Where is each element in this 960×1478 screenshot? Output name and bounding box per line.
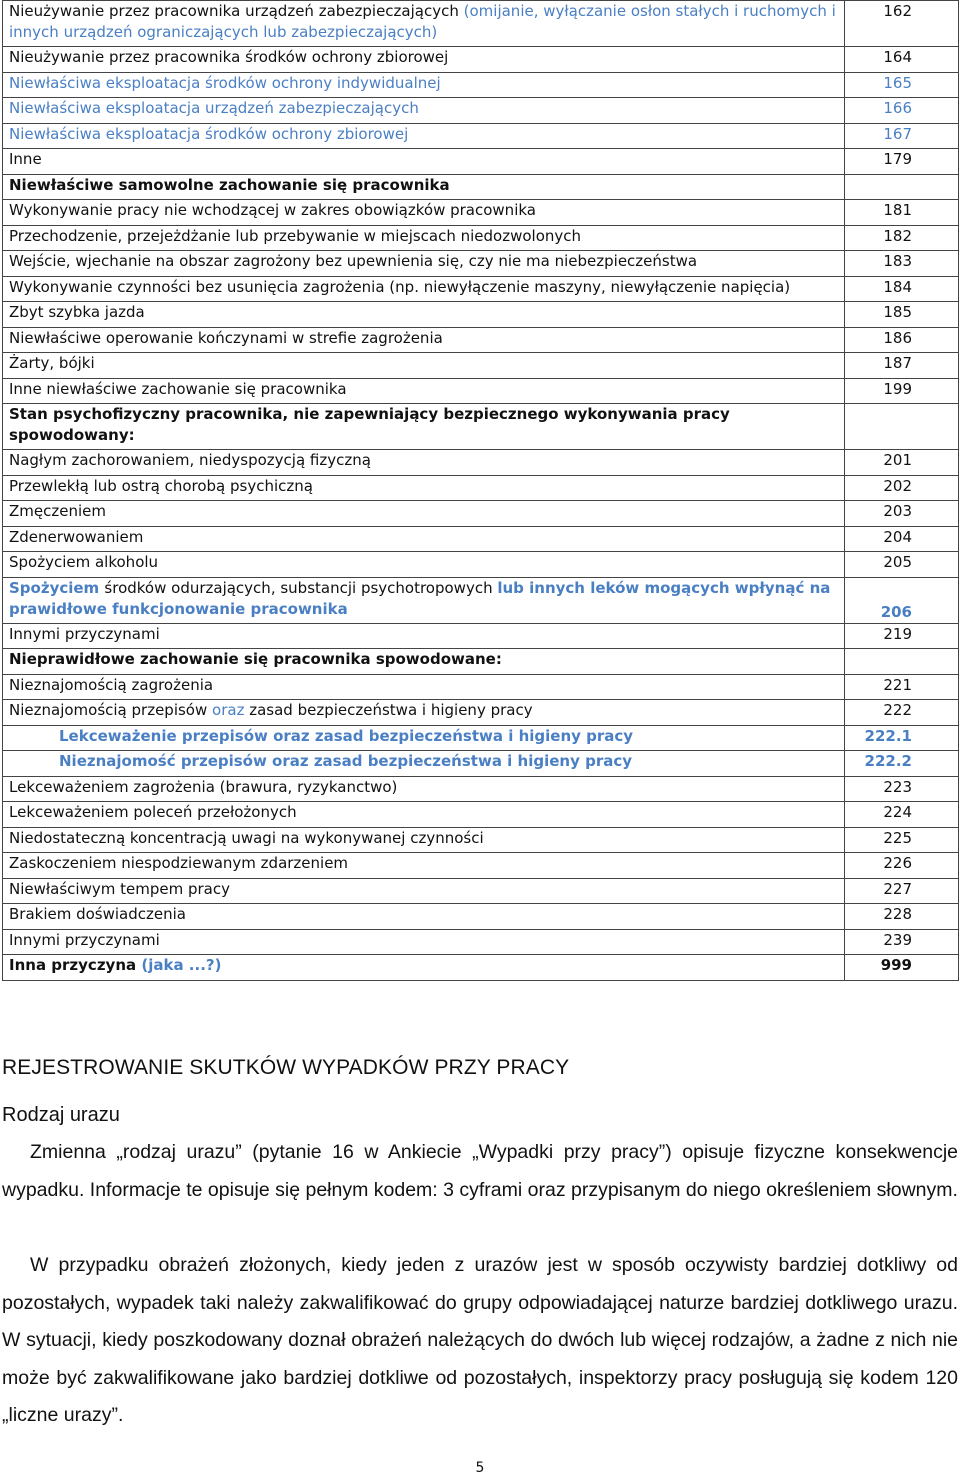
table-row [3,577,959,623]
cause-description [3,123,845,149]
cause-code-value: 999 [880,956,912,974]
table-row [3,378,959,404]
cause-text-segment: Nieznajomością przepisów [9,701,213,719]
cause-text-segment: Innymi przyczynami [9,930,160,949]
cause-description [3,526,845,552]
cause-description [3,802,845,828]
cause-text-segment: Niewłaściwe operowanie kończynami w strefie zagrożenia [9,328,443,347]
cause-description [3,700,845,726]
paragraph-1: Zmienna „rodzaj urazu” (pytanie 16 w Ankiecie „Wypadki przy pracy”) opisuje fizyczne konsekwencje wypadku. Informacje te opisuje się pełnym kodem: 3 cyframi oraz przypisanym do niego określeniem słownym. [2,1141,958,1201]
cause-text-segment: (jaka ...?) [141,956,222,974]
cause-code [845,98,959,124]
cause-description [3,225,845,251]
cause-text-segment: Przewlekłą lub ostrą chorobą psychiczną [9,476,313,495]
table-row [3,149,959,175]
cause-code-value: 222.2 [864,752,912,770]
cause-description [3,378,845,404]
cause-description [3,955,845,981]
cause-text-segment: Innymi przyczynami [9,624,160,643]
cause-description [3,327,845,353]
table-row [3,929,959,955]
cause-code [845,225,959,251]
table-row [3,450,959,476]
table-row [3,200,959,226]
cause-code [845,904,959,930]
table-row [3,404,959,450]
cause-description [3,649,845,675]
table-row [3,1,959,47]
cause-code [845,674,959,700]
cause-code [845,475,959,501]
cause-code [845,302,959,328]
cause-code-value: 166 [883,99,912,117]
cause-code-value: 223 [883,777,912,796]
cause-text-segment: Zmęczeniem [9,502,106,520]
cause-description [3,404,845,450]
cause-description [3,174,845,200]
cause-description [3,853,845,879]
cause-code [845,853,959,879]
table-row [3,225,959,251]
cause-text-segment: Nieużywanie przez pracownika środków ochrony zbiorowej [9,48,449,66]
cause-code-value: 182 [883,226,912,245]
cause-text-segment: Nagłym zachorowaniem, niedyspozycją fizyczną [9,451,371,469]
cause-description [3,904,845,930]
cause-code [845,251,959,277]
table-row [3,552,959,578]
table-row [3,725,959,751]
cause-code-value: 199 [883,379,912,398]
cause-code-value: 228 [883,905,912,923]
paragraph-2: W przypadku obrażeń złożonych, kiedy jeden z urazów jest w sposób oczywisty bardziej dotkliwy od pozostałych, wypadek taki należy zakwalifikować do grupy odpowiadającej naturze bardziej dotkliwego urazu. W sytuacji, kiedy poszkodowany doznał obrażeń należących do dwóch lub więcej rodzajów, a żadne z nich nie może być zakwalifikowane jako bardziej dotkliwe od pozostałych, inspektorzy pracy posługują się kodem 120 „liczne urazy”. [2,1254,958,1427]
cause-description [3,149,845,175]
table-row [3,501,959,527]
cause-code [845,802,959,828]
cause-code [845,776,959,802]
table-row [3,623,959,649]
cause-text-segment: Brakiem doświadczenia [9,905,186,923]
cause-code-value: 164 [883,48,912,66]
cause-text-segment: Inna przyczyna [9,956,142,974]
cause-code-value: 185 [883,303,912,321]
cause-description [3,878,845,904]
cause-text-segment: Niewłaściwa eksploatacja środków ochrony indywidualnej [9,73,441,92]
cause-text-segment: Inne niewłaściwe zachowanie się pracownika [9,379,347,398]
cause-code-value: 162 [883,2,912,20]
cause-code-value: 206 [880,602,912,621]
cause-code [845,72,959,98]
table-row [3,700,959,726]
cause-description [3,475,845,501]
table-row [3,827,959,853]
cause-code [845,878,959,904]
cause-description [3,72,845,98]
table-row [3,251,959,277]
cause-code [845,123,959,149]
cause-description [3,353,845,379]
cause-code [845,955,959,981]
table-row [3,878,959,904]
cause-code-value: 225 [883,828,912,847]
cause-text-segment: Wykonywanie pracy nie wchodzącej w zakres obowiązków pracownika [9,201,536,219]
cause-code-value: 167 [883,124,912,143]
table-row [3,802,959,828]
cause-code-value: 186 [883,328,912,347]
cause-code [845,649,959,675]
table-row [3,751,959,777]
cause-code [845,327,959,353]
cause-description [3,674,845,700]
cause-description [3,276,845,302]
cause-code-value: 239 [883,930,912,949]
table-row [3,475,959,501]
cause-description [3,47,845,73]
table-row [3,302,959,328]
cause-text-segment: Zdenerwowaniem [9,527,144,546]
table-row [3,327,959,353]
cause-code [845,450,959,476]
cause-description [3,1,845,47]
table-row [3,353,959,379]
table-row [3,72,959,98]
cause-code-value: 165 [883,73,912,92]
cause-code-value: 226 [883,854,912,872]
cause-description [3,450,845,476]
cause-text-segment: oraz [212,701,245,719]
cause-code-value: 221 [883,675,912,694]
cause-code [845,276,959,302]
cause-text-segment: Nieprawidłowe zachowanie się pracownika spowodowane: [9,650,502,668]
cause-text-segment: Nieznajomość przepisów oraz zasad bezpieczeństwa i higieny pracy [59,752,633,770]
cause-code [845,700,959,726]
cause-code [845,577,959,623]
cause-text-segment: Niewłaściwa eksploatacja urządzeń zabezpieczających [9,99,419,117]
cause-code [845,552,959,578]
cause-text-segment: Lekceważenie przepisów oraz zasad bezpieczeństwa i higieny pracy [59,726,634,745]
table-row [3,776,959,802]
table-row [3,123,959,149]
cause-text-segment: Niedostateczną koncentracją uwagi na wykonywanej czynności [9,828,484,847]
cause-text-segment: zasad bezpieczeństwa i higieny pracy [244,701,533,719]
cause-code [845,623,959,649]
cause-text-segment: lub innych leków mogących wpłynąć na prawidłowe funkcjonowanie pracownika [9,578,831,618]
cause-text-segment: Niewłaściwa eksploatacja środków ochrony zbiorowej [9,124,409,143]
cause-text-segment: Inne [9,150,42,168]
cause-text-segment: Niewłaściwym tempem pracy [9,879,230,898]
cause-code-value: 184 [883,277,912,296]
cause-description [3,200,845,226]
cause-description [3,577,845,623]
table-row [3,853,959,879]
cause-code-value: 204 [883,527,912,546]
cause-code-value: 222.1 [864,726,912,745]
cause-code-value: 222 [883,701,912,719]
cause-text-segment: Stan psychofizyczny pracownika, nie zapewniający bezpiecznego wykonywania pracy spowodowany: [9,405,730,444]
cause-code [845,725,959,751]
cause-description [3,725,845,751]
cause-code [845,47,959,73]
page-number: 5 [475,1460,485,1476]
cause-description [3,776,845,802]
cause-code-table [2,0,959,981]
cause-code-value: 187 [883,354,912,372]
cause-description [3,251,845,277]
subsection-title: Rodzaj urazu [2,1104,120,1126]
cause-code [845,404,959,450]
cause-description [3,552,845,578]
cause-code-value: 201 [883,451,912,469]
cause-description [3,751,845,777]
table-row [3,649,959,675]
cause-code [845,501,959,527]
cause-description [3,827,845,853]
cause-text-segment: (omijanie, wyłączanie osłon stałych i ruchomych i innych urządzeń ograniczających lub zabezpieczających) [9,2,836,41]
cause-code-value: 203 [883,502,912,520]
cause-text-segment: Spożyciem [9,578,105,597]
table-row [3,276,959,302]
section-title: REJESTROWANIE SKUTKÓW WYPADKÓW PRZY PRACY [2,1056,570,1079]
cause-code [845,929,959,955]
cause-code [845,526,959,552]
cause-text-segment: Nieużywanie przez pracownika urządzeń zabezpieczających [9,2,464,20]
cause-description [3,302,845,328]
cause-code-value: 179 [883,150,912,168]
cause-text-segment: Wejście, wjechanie na obszar zagrożony bez upewnienia się, czy nie ma niebezpieczeństwa [9,252,698,270]
cause-code-value: 205 [883,553,912,571]
cause-text-segment: Spożyciem alkoholu [9,553,159,571]
cause-code-value: 181 [883,201,912,219]
cause-code [845,751,959,777]
cause-code [845,200,959,226]
cause-code-value: 202 [883,476,912,495]
cause-text-segment: Przechodzenie, przejeżdżanie lub przebywanie w miejscach niedozwolonych [9,226,582,245]
table-row [3,98,959,124]
table-row [3,174,959,200]
cause-code [845,174,959,200]
table-row [3,526,959,552]
cause-text-segment: Zaskoczeniem niespodziewanym zdarzeniem [9,854,349,872]
cause-text-segment: Lekceważeniem poleceń przełożonych [9,803,297,821]
cause-code-value: 224 [883,803,912,821]
cause-text-segment: Żarty, bójki [9,354,95,372]
cause-code-value: 219 [883,624,912,643]
cause-code-value: 183 [883,252,912,270]
table-row [3,904,959,930]
table-row [3,47,959,73]
cause-code [845,353,959,379]
cause-description [3,623,845,649]
cause-code [845,827,959,853]
cause-text-segment: Zbyt szybka jazda [9,303,145,321]
cause-code [845,378,959,404]
cause-code-value: 227 [883,879,912,898]
cause-text-segment: Niewłaściwe samowolne zachowanie się pracownika [9,175,450,194]
cause-text-segment: Lekceważeniem zagrożenia (brawura, ryzykanctwo) [9,777,398,796]
table-row [3,674,959,700]
cause-description [3,929,845,955]
cause-description [3,98,845,124]
cause-text-segment: środków odurzających, substancji psychotropowych [104,578,498,597]
cause-code [845,149,959,175]
cause-code [845,1,959,47]
table-row [3,955,959,981]
cause-text-segment: Nieznajomością zagrożenia [9,675,214,694]
cause-description [3,501,845,527]
cause-code-rows [3,1,959,981]
cause-text-segment: Wykonywanie czynności bez usunięcia zagrożenia (np. niewyłączenie maszyny, niewyłączenie napięcia) [9,277,791,296]
